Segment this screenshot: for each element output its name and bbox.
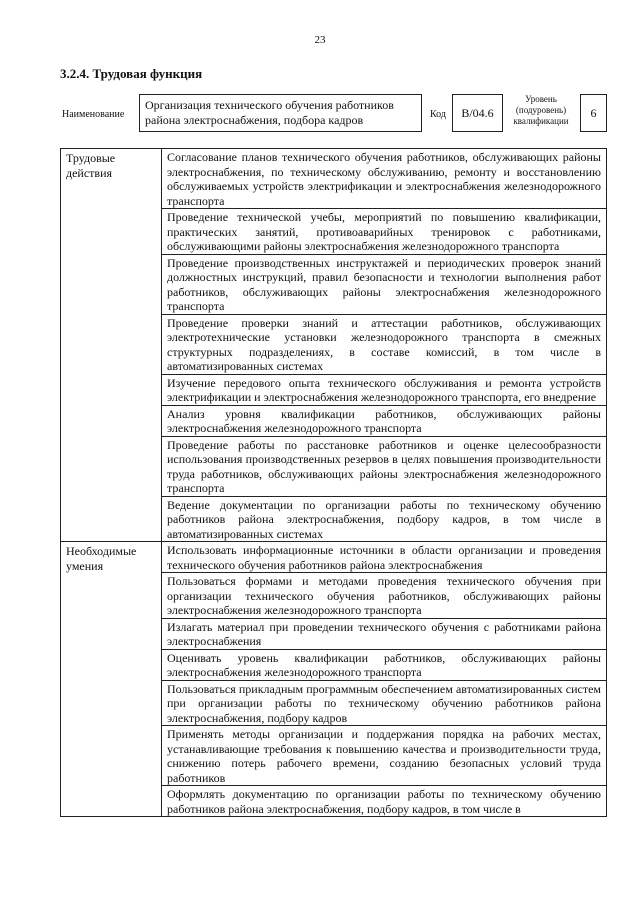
list-item: Согласование планов технического обучения работников, обслуживающих районы электроснабжения, по техническому обслуживанию, ремонту и восстановлению обслуживаемых устройств электрификации и электроснабжения железнодорожного транспорта [162,149,606,209]
items-cell [162,149,607,542]
list-item: Оценивать уровень квалификации работников, обслуживающих районы электроснабжения железнодорожного транспорта [162,650,606,681]
list-item: Проведение работы по расстановке работников и оценке целесообразности использования производственных резервов в целях повышения производительности труда работников, обслуживающих районы электроснабжения железнодорожного транспорта [162,437,606,497]
level-label: Уровень (подуровень) квалификации [513,94,569,126]
list-item: Пользоваться формами и методами проведения технического обучения при организации технического обучения работников, обслуживающих районы электроснабжения железнодорожного транспорта [162,573,606,619]
section-title: 3.2.4. Трудовая функция [60,66,203,81]
page-number: 23 [314,34,326,46]
list-item: Проведение проверки знаний и аттестации работников, обслуживающих электротехнические установки железнодорожного транспорта в смежных структурных подразделениях, в составе комиссий, в том числе в автоматизированных системах [162,315,606,375]
list-item: Анализ уровня квалификации работников, обслуживающих районы электроснабжения железнодорожного транспорта [162,406,606,437]
list-item: Излагать материал при проведении технического обучения с работниками района электроснабжения [162,619,606,650]
list-item: Оформлять документацию по организации работы по техническому обучению работников района электроснабжения, подбору кадров, в том числе в [167,787,601,816]
list-item: Ведение документации по организации работы по техническому обучению работников района электроснабжения, подбору кадров, в том числе в автоматизированных системах [167,497,601,541]
section-row-required-skills [61,542,607,817]
category-cell: Трудовые действия [61,149,162,542]
level-box: 6 [580,94,607,132]
list-item: Использовать информационные источники в области организации и проведения технического обучения работников района электроснабжения [162,542,606,573]
list-item: Изучение передового опыта технического обслуживания и ремонта устройств электрификации и электроснабжения железнодорожного транспорта, его внедрение [162,375,606,406]
list-item: Пользоваться прикладным программным обеспечением автоматизированных систем при организации работы по техническому обучению работников района электроснабжения, подбору кадров [162,681,606,727]
list-item: Проведение производственных инструктажей и периодических проверок знаний должностных инструкций, правил безопасности и технологии выполнения работ работников, обслуживающих районы электроснабжения железнодорожного транспорта [162,255,606,315]
code-box: B/04.6 [452,94,503,132]
items-cell [162,542,607,817]
list-item: Применять методы организации и поддержания порядка на рабочих местах, устанавливающие требования к повышению качества и производительности труда, снижению потерь рабочего времени, созданию безопасных условий труда работников [162,726,606,786]
function-name-box: Организация технического обучения работников района электроснабжения, подбора кадров [139,94,422,132]
section-row-labor-actions [61,149,607,542]
functions-table [60,148,607,817]
category-cell: Необходимые умения [61,542,162,817]
list-item: Проведение технической учебы, мероприятий по повышению квалификации, практических занятий, противоаварийных тренировок с работниками, обслуживающими районы электроснабжения железнодорожного транспорта [162,209,606,255]
code-label: Код [430,109,446,120]
name-label: Наименование [62,109,125,120]
